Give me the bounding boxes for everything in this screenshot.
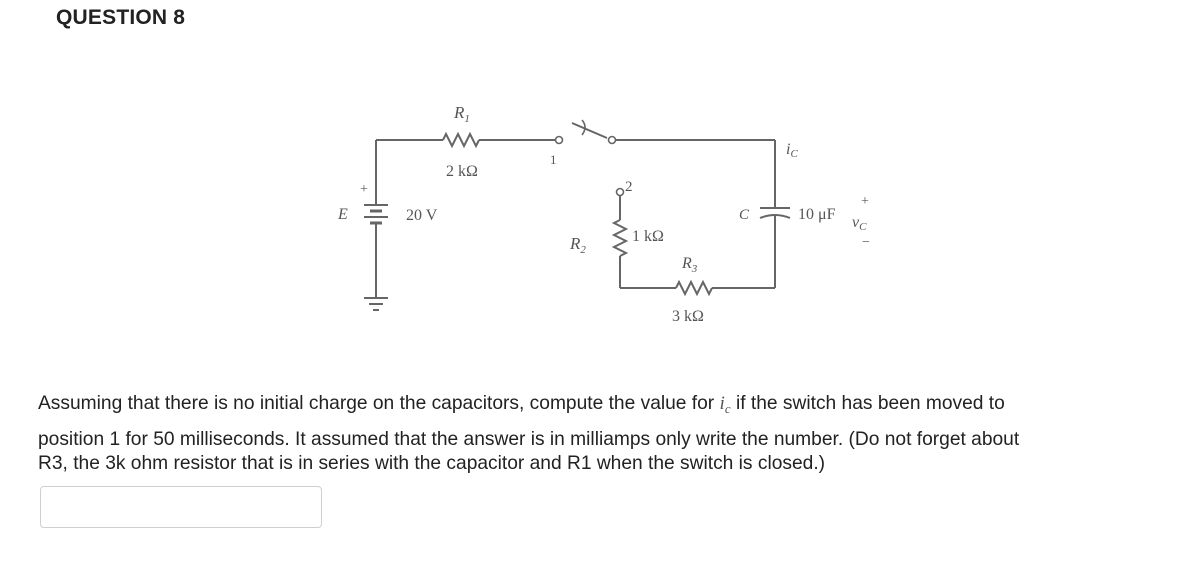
- source-plus-label: +: [360, 182, 368, 197]
- resistor-r2: [614, 220, 626, 256]
- r2-value: 1 kΩ: [632, 228, 664, 245]
- question-text-line-2: position 1 for 50 milliseconds. It assumed that the answer is in milliamps only write the number. (Do not forget about: [38, 429, 1020, 450]
- resistor-r1: [443, 134, 479, 146]
- voltage-label: vC: [852, 214, 867, 233]
- r1-label: $R_1$: [454, 103, 470, 125]
- switch-position-2-label: 2: [625, 179, 633, 195]
- switch-terminal-1: [556, 137, 563, 144]
- capacitor-value: 10 μF: [798, 206, 836, 223]
- source-value: 20 V: [406, 207, 438, 224]
- question-title: QUESTION 8: [56, 6, 186, 29]
- source-label: E: [338, 206, 348, 223]
- switch-blade: [572, 123, 607, 138]
- current-label: iC: [786, 141, 798, 160]
- question-text-line-3: R3, the 3k ohm resistor that is in series with the capacitor and R1 when the switch is closed.): [38, 453, 826, 474]
- r3-value: 3 kΩ: [672, 308, 704, 325]
- switch-terminal-2: [617, 189, 624, 196]
- switch-pivot: [609, 137, 616, 144]
- circuit-diagram: [320, 90, 900, 340]
- current-symbol: $i_c$: [719, 393, 731, 416]
- r2-label: $R_2$: [570, 234, 586, 256]
- switch-position-1-label: 1: [550, 152, 557, 167]
- resistor-r3: [676, 282, 712, 294]
- r1-value: 2 kΩ: [446, 163, 478, 180]
- voltage-plus-label: +: [861, 194, 869, 209]
- capacitor-label: C: [739, 207, 750, 223]
- r3-label: $R_3$: [682, 255, 698, 275]
- answer-input[interactable]: [40, 486, 322, 528]
- question-text-line-1: Assuming that there is no initial charge on the capacitors, compute the value for $i_c$ if the switch has been moved to: [38, 393, 1005, 416]
- voltage-minus-label: −: [862, 235, 870, 250]
